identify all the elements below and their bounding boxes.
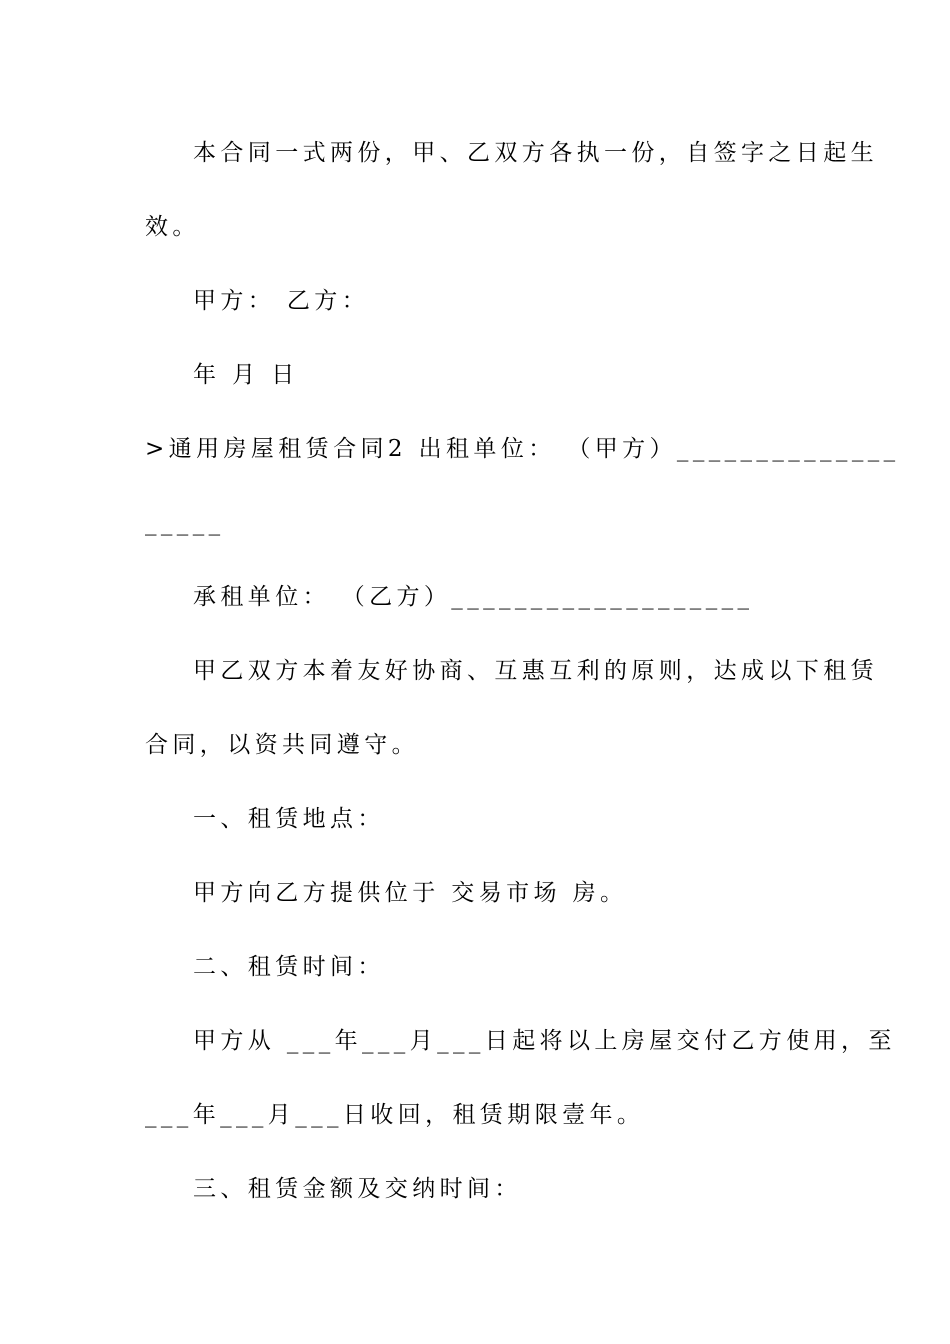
paragraph-line: 甲乙双方本着友好协商、互惠互利的原则，达成以下租赁 (193, 658, 878, 684)
paragraph-line: 本合同一式两份，甲、乙双方各执一份，自签字之日起生 (193, 140, 878, 166)
lessee-line: 承租单位： （乙方）___________________ (193, 584, 754, 610)
paragraph-line: 效。 (145, 214, 200, 240)
signature-parties-line: 甲方： 乙方： (193, 288, 370, 314)
section-heading: 一、租赁地点： (193, 806, 385, 832)
section-heading: 二、租赁时间： (193, 954, 385, 980)
date-line: 年 月 日 (193, 362, 299, 388)
section-heading: 三、租赁金额及交纳时间： (193, 1176, 522, 1202)
paragraph-line: _____ (145, 510, 225, 536)
paragraph-line: 合同，以资共同遵守。 (145, 732, 419, 758)
paragraph-line: ___年___月___日收回，租赁期限壹年。 (145, 1102, 645, 1128)
paragraph-line: 甲方从 ___年___月___日起将以上房屋交付乙方使用，至 (193, 1028, 896, 1054)
paragraph-line: 甲方向乙方提供位于 交易市场 房。 (193, 880, 628, 906)
contract-heading-line: >通用房屋租赁合同2 出租单位： （甲方）______________ (145, 436, 900, 462)
